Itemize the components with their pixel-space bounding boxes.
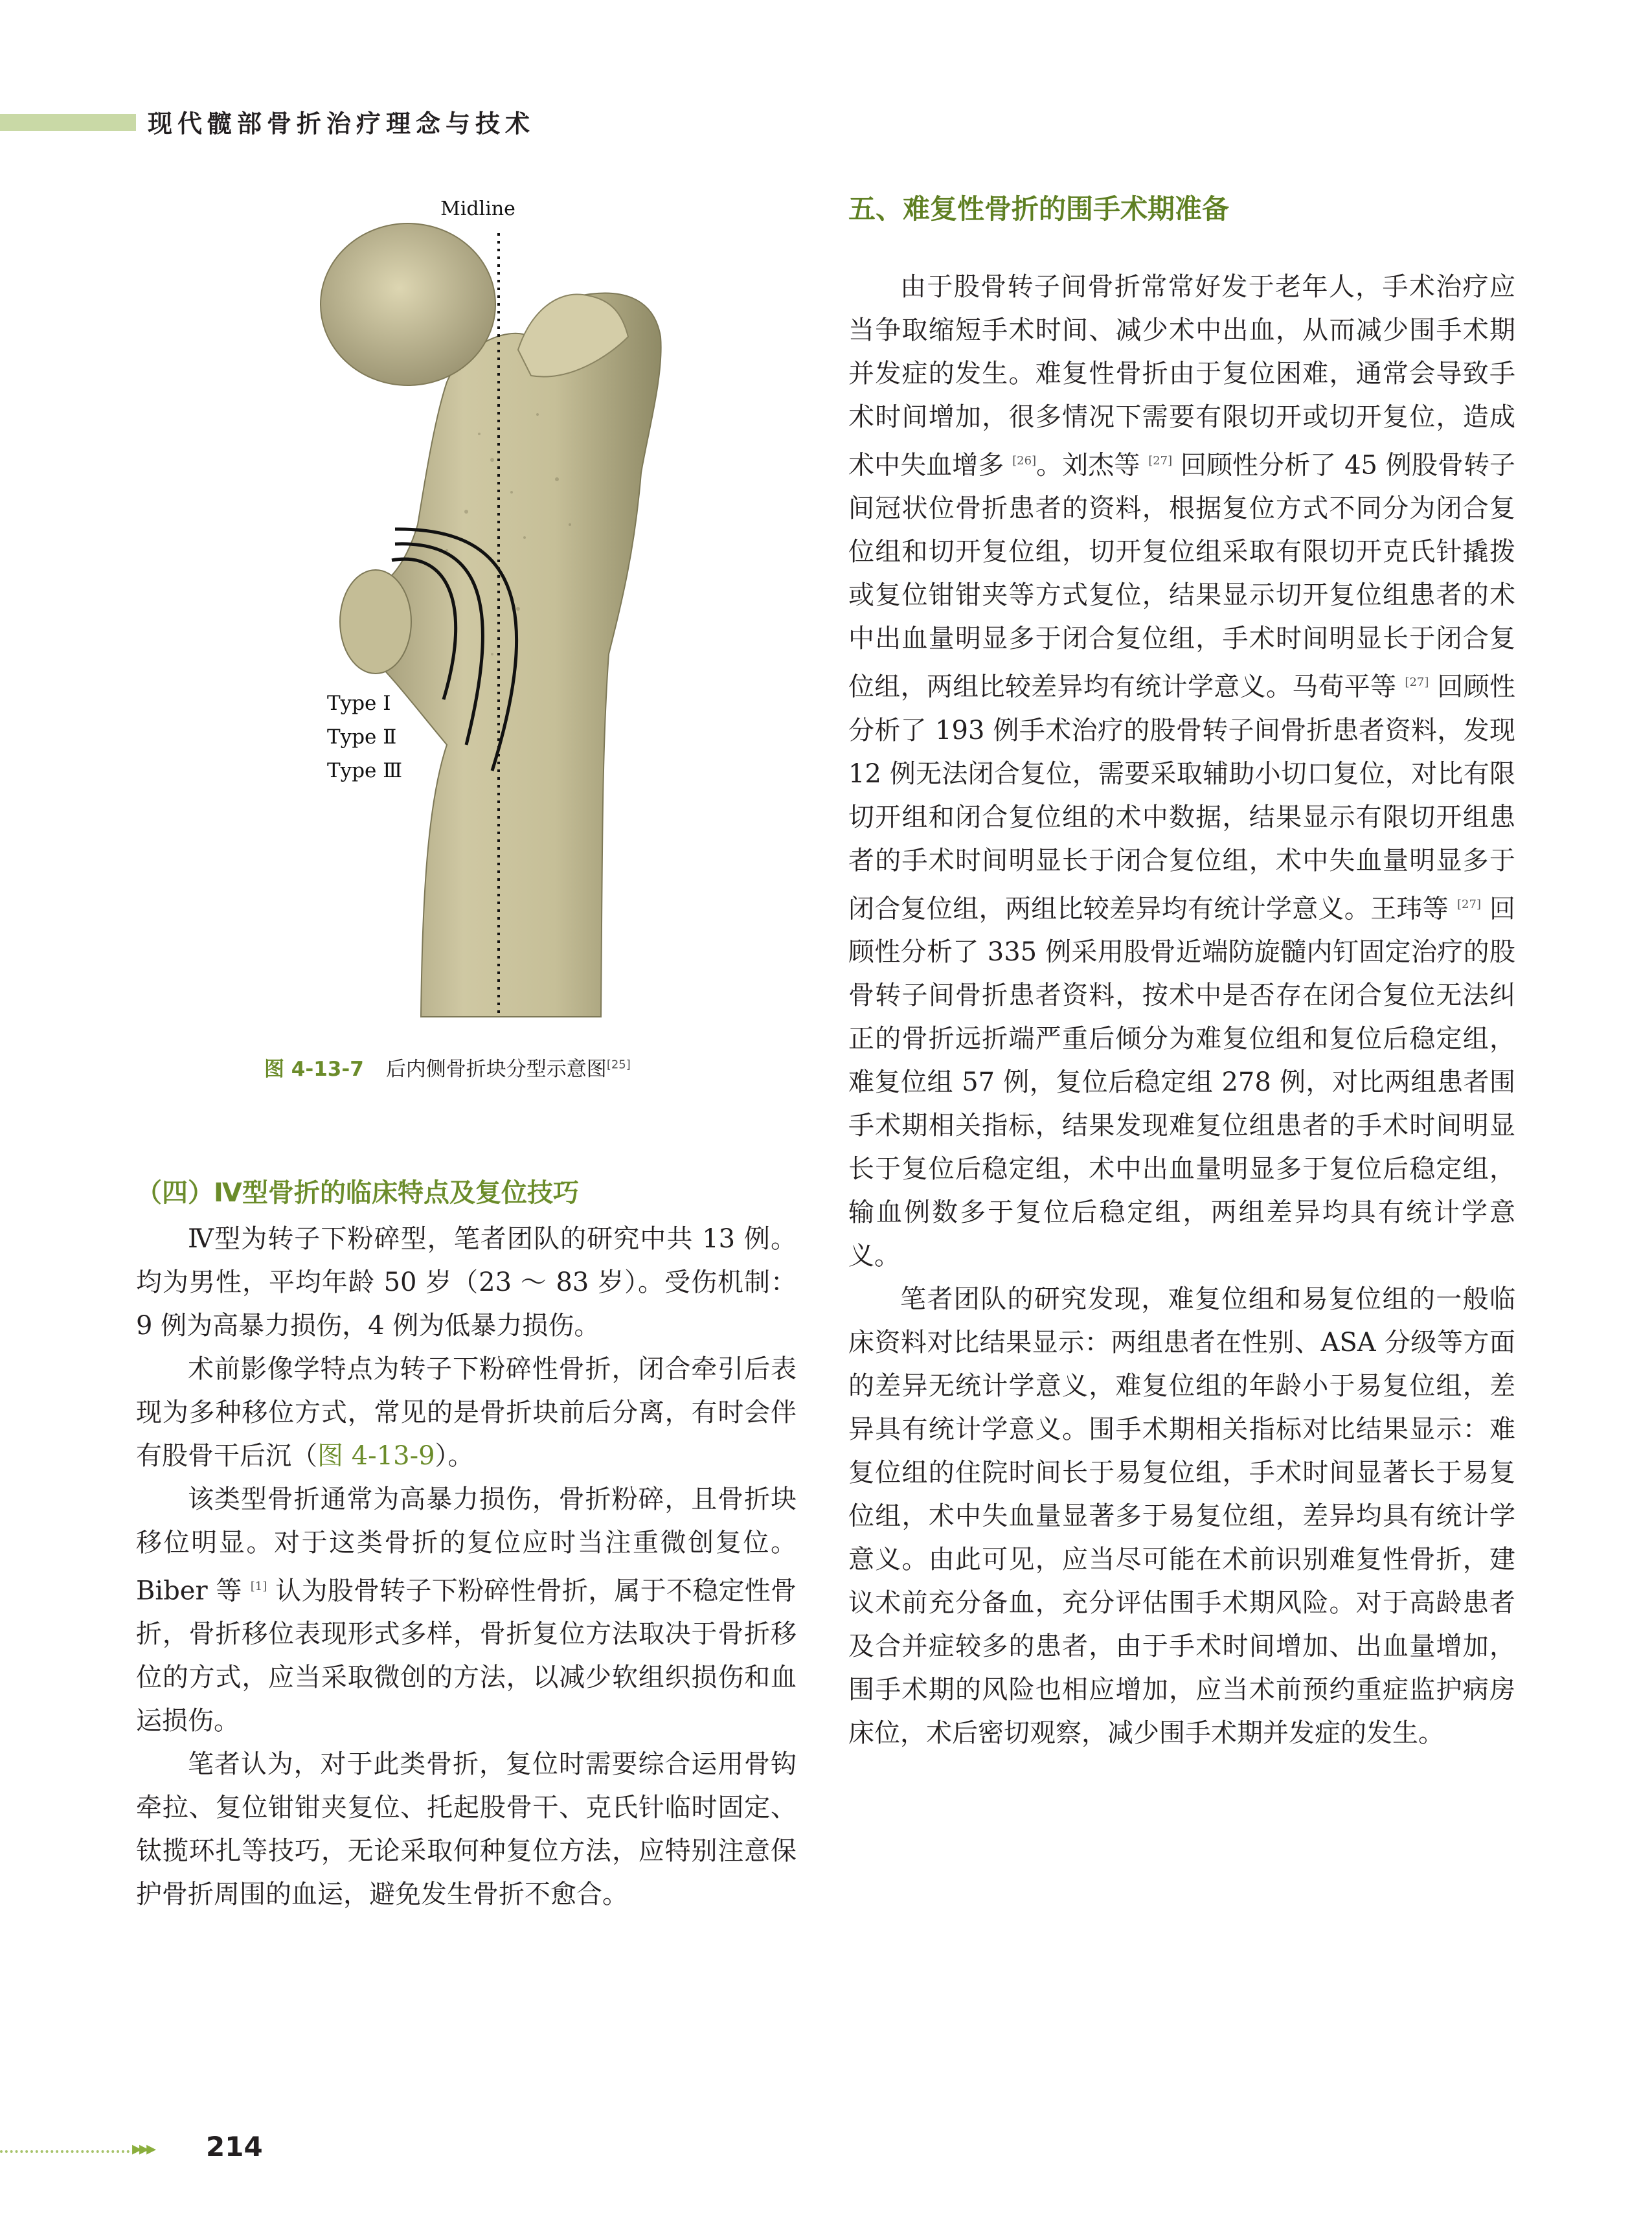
page-number: 214 bbox=[206, 2131, 263, 2163]
citation-1[interactable]: [1] bbox=[250, 1580, 267, 1593]
section-title: 五、难复性骨折的围手术期准备 bbox=[848, 193, 1230, 225]
left-paragraph-4: 笔者认为，对于此类骨折，复位时需要综合运用骨钩牵拉、复位钳钳夹复位、托起股骨干、克氏针临时固定、钛揽环扎等技巧，无论采取何种复位方法，应特别注意保护骨折周围的血运，避免发生骨折不愈合。 bbox=[136, 1749, 797, 1910]
femur-illustration bbox=[298, 188, 855, 1023]
citation-27-c[interactable]: [27] bbox=[1457, 897, 1481, 911]
citation-26[interactable]: [26] bbox=[1012, 454, 1037, 468]
femoral-head bbox=[321, 223, 495, 385]
left-paragraph-3: 该类型骨折通常为高暴力损伤，骨折粉碎，且骨折块移位明显。对于这类骨折的复位应时当注重微创复位。Biber 等 [1] 认为股骨转子下粉碎性骨折，属于不稳定性骨折，骨折移位表现形式多样，骨折复位方法取决于骨折移位的方式，应当采取微创的方法，以减少软组织损伤和血运损伤。 bbox=[136, 1484, 797, 1736]
figure-caption bbox=[264, 1052, 631, 1082]
header-accent-bar bbox=[0, 114, 136, 131]
figure-number: 图 4-13-7 bbox=[264, 1058, 364, 1081]
citation-27-a[interactable]: [27] bbox=[1148, 454, 1173, 468]
type1-label: Type Ⅰ bbox=[327, 692, 391, 715]
figure-caption-text: 后内侧骨折块分型示意图 bbox=[385, 1058, 607, 1081]
figure-link-4-13-9[interactable]: 图 4-13-9 bbox=[317, 1441, 435, 1471]
footer-dotted-line bbox=[0, 2150, 130, 2153]
right-paragraph-2: 笔者团队的研究发现，难复位组和易复位组的一般临床资料对比结果显示：两组患者在性别、ASA 分级等方面的差异无统计学意义，难复位组的年龄小于易复位组，差异具有统计学意义。围手术期相关指标对比结果显示：难复位组的住院时间长于易复位组，手术时间显著长于易复位组，术中失血量显著多于易复位组，差异均具有统计学意义。由此可见，应当尽可能在术前识别难复性骨折，建议术前充分备血，充分评估围手术期风险。对于高龄患者及合并症较多的患者，由于手术时间增加、出血量增加，围手术期的风险也相应增加，应当术前预约重症监护病房床位，术后密切观察，减少围手术期并发症的发生。 bbox=[848, 1284, 1515, 1748]
subsection-heading-type4: （四）Ⅳ型骨折的临床特点及复位技巧 bbox=[136, 1178, 579, 1208]
figure-caption-ref[interactable]: [25] bbox=[606, 1058, 631, 1072]
left-column bbox=[136, 1218, 797, 1916]
footer-arrows-icon: ▸▸▸ bbox=[132, 2137, 154, 2160]
type2-label: Type Ⅱ bbox=[327, 725, 397, 749]
left-paragraph-2: 术前影像学特点为转子下粉碎性骨折，闭合牵引后表现为多种移位方式，常见的是骨折块前后分离，有时会伴有股骨干后沉（图 4-13-9）。 bbox=[136, 1354, 797, 1471]
right-column bbox=[848, 266, 1515, 1755]
type3-label: Type Ⅲ bbox=[327, 759, 403, 782]
femur-figure bbox=[298, 188, 855, 1023]
midline-label: Midline bbox=[440, 198, 515, 220]
lesser-trochanter bbox=[340, 570, 411, 674]
citation-27-b[interactable]: [27] bbox=[1405, 676, 1429, 690]
running-header-title: 现代髋部骨折治疗理念与技术 bbox=[148, 109, 536, 138]
left-paragraph-1: Ⅳ型为转子下粉碎型，笔者团队的研究中共 13 例。均为男性，平均年龄 50 岁（23 ～ 83 岁）。受伤机制：9 例为高暴力损伤，4 例为低暴力损伤。 bbox=[136, 1224, 797, 1341]
right-paragraph-1: 由于股骨转子间骨折常常好发于老年人，手术治疗应当争取缩短手术时间、减少术中出血，从而减少围手术期并发症的发生。难复性骨折由于复位困难，通常会导致手术时间增加，很多情况下需要有限切开或切开复位，造成术中失血增多 [26]。刘杰等 [27] 回顾性分析了 45 例股骨转子间冠状位骨折患者的资料，根据复位方式不同分为闭合复位组和切开复位组，切开复位组采取有限切开克氏针撬拨或复位钳钳夹等方式复位，结果显示切开复位组患者的术中出血量明显多于闭合复位组，手术时间明显长于闭合复位组，两组比较差异均有统计学意义。马荀平等 [27] 回顾性分析了 193 例手术治疗的股骨转子间骨折患者资料，发现 12 例无法闭合复位，需要采取辅助小切口复位，对比有限切开组和闭合复位组的术中数据，结果显示有限切开组患者的手术时间明显长于闭合复位组，术中失血量明显多于闭合复位组，两组比较差异均有统计学意义。王玮等 [27] 回顾性分析了 335 例采用股骨近端防旋髓内钉固定治疗的股骨转子间骨折患者资料，按术中是否存在闭合复位无法纠正的骨折远折端严重后倾分为难复位组和复位后稳定组，难复位组 57 例，复位后稳定组 278 例，对比两组患者围手术期相关指标，结果发现难复位组患者的手术时间明显长于复位后稳定组，术中出血量明显多于复位后稳定组，输血例数多于复位后稳定组，两组差异均具有统计学意义。 bbox=[848, 272, 1516, 1271]
